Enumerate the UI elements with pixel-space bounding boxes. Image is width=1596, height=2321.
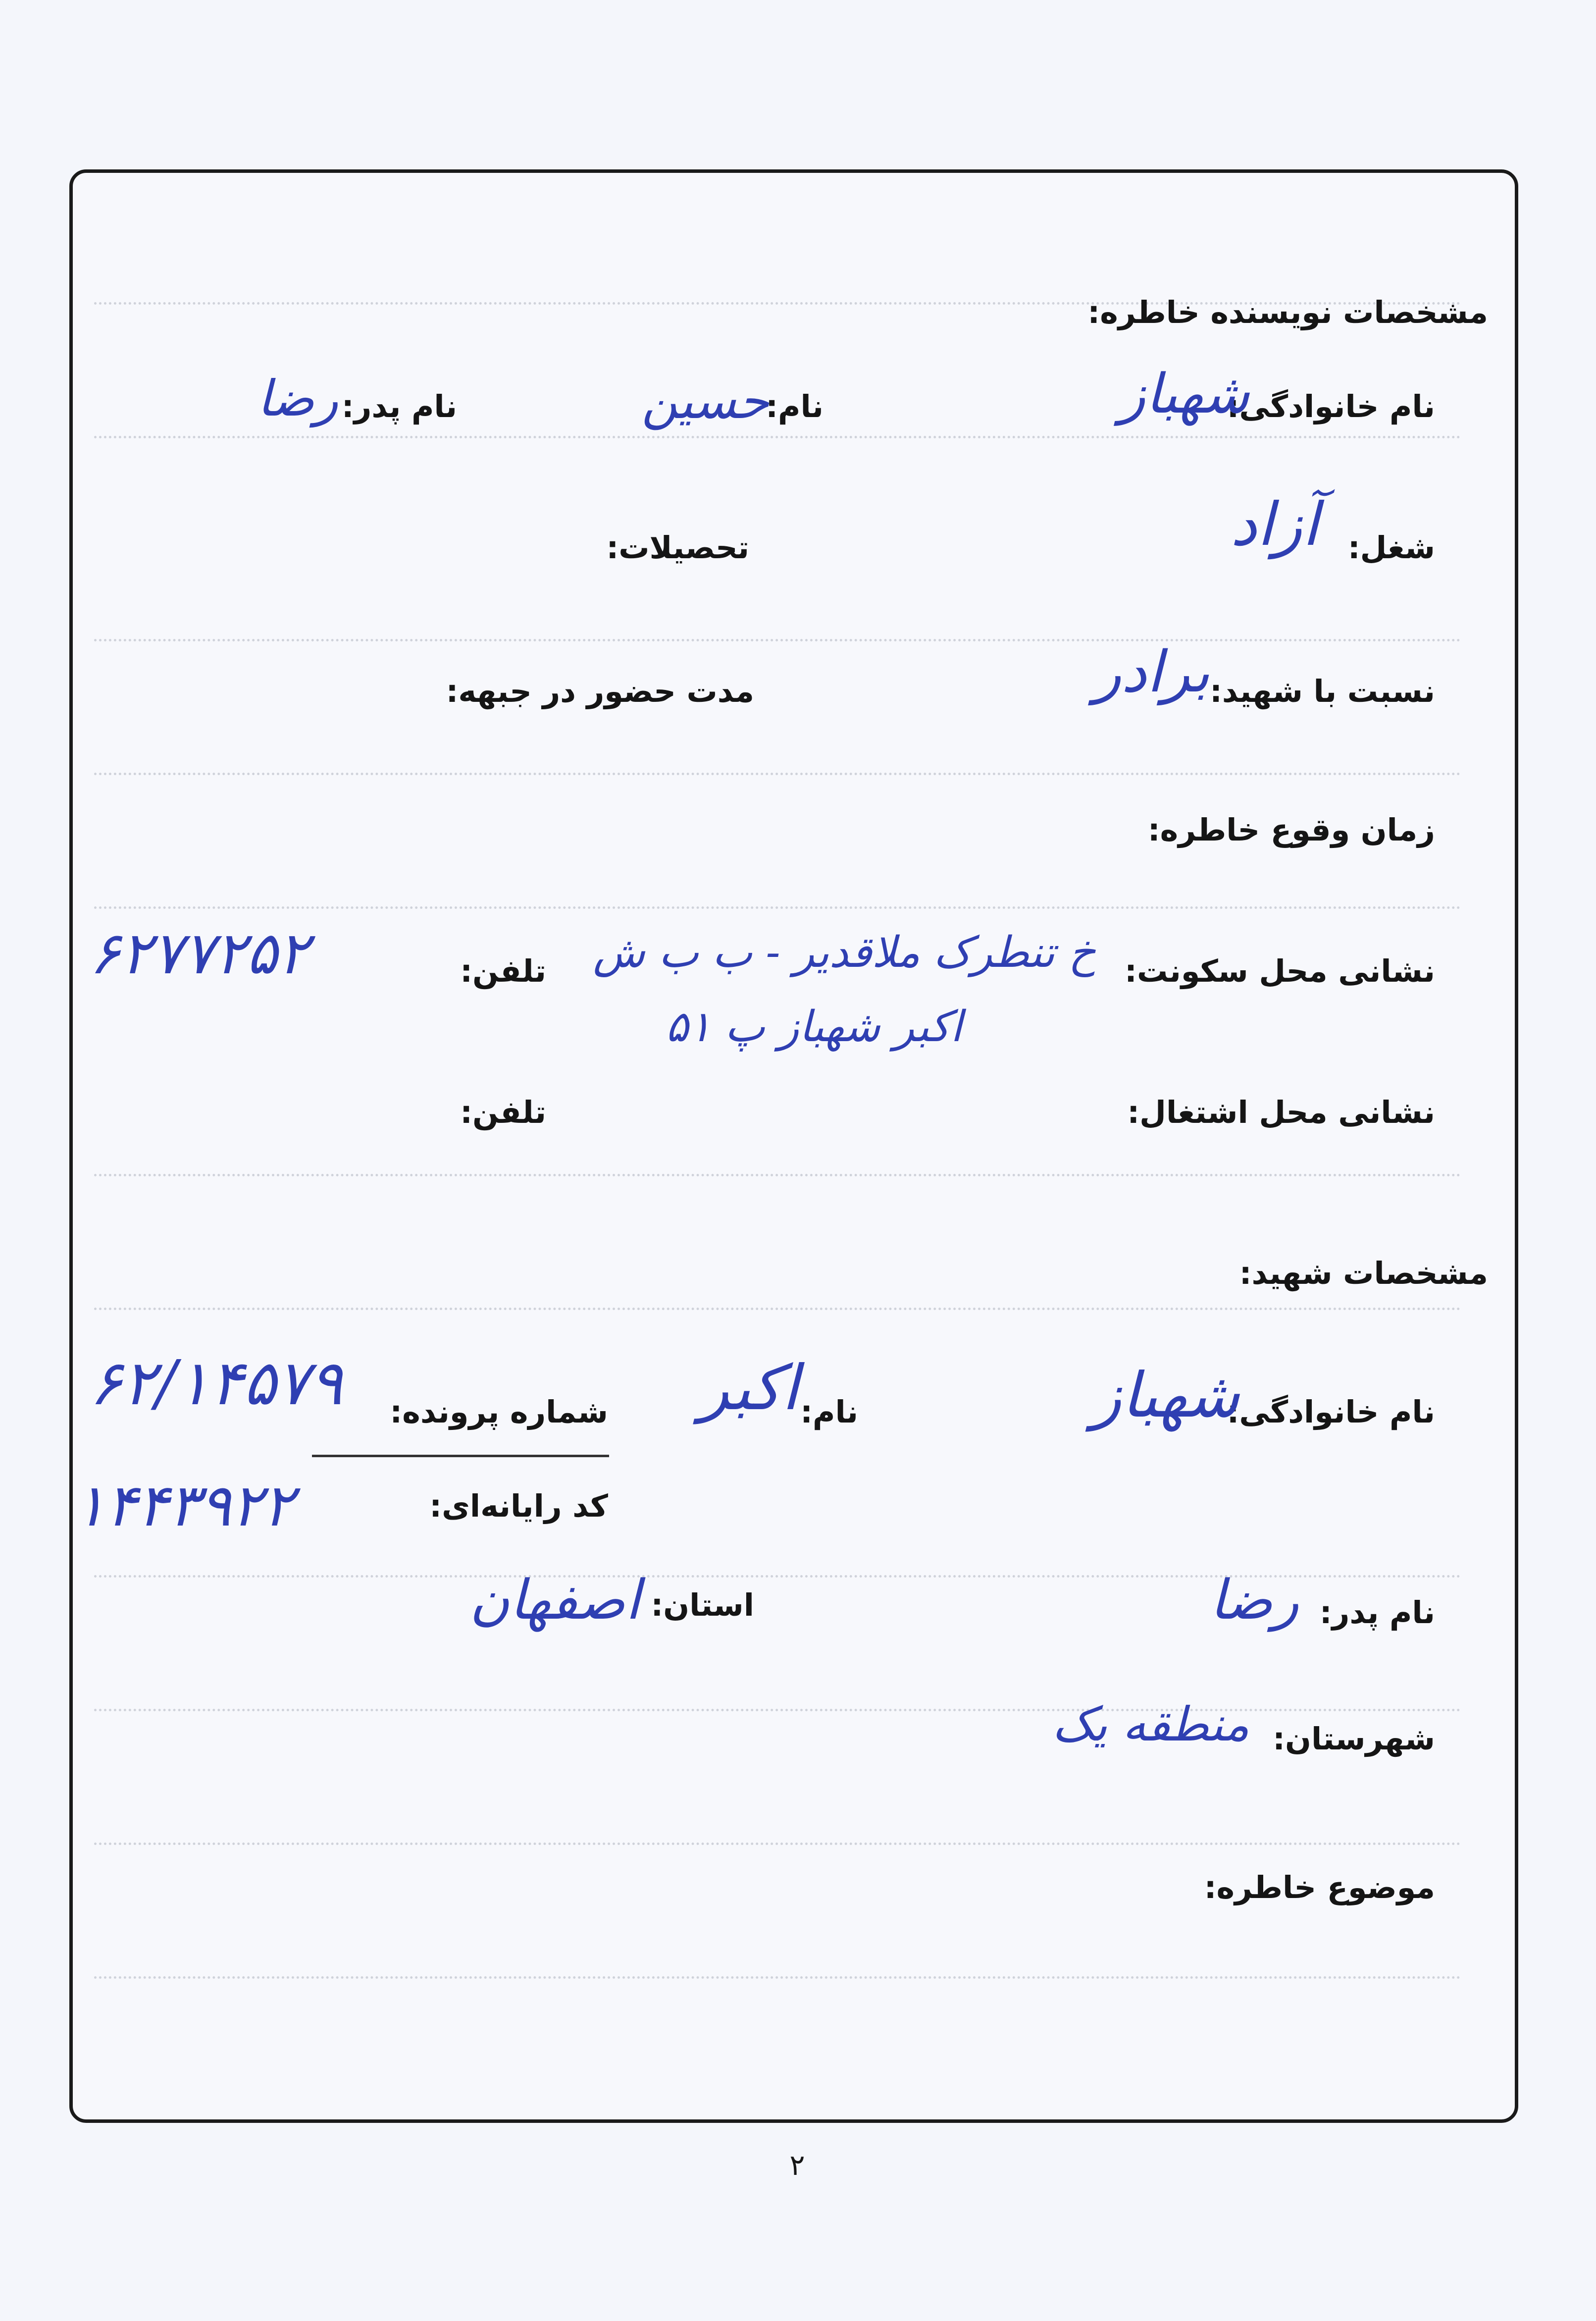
writer-education-label: تحصیلات: xyxy=(606,529,749,566)
martyr-file-label: شماره پرونده: xyxy=(390,1394,608,1430)
martyr-father-value: رضا xyxy=(1209,1568,1299,1632)
martyr-file-value: ۶۲/۱۴۵۷۹ xyxy=(89,1347,343,1419)
writer-relation-value: برادر xyxy=(1093,639,1210,705)
writer-heading: مشخصات نویسنده خاطره: xyxy=(1087,294,1488,330)
writer-name-value: حسین xyxy=(641,372,769,430)
writer-duration-label: مدت حضور در جبهه: xyxy=(446,673,754,709)
martyr-heading: مشخصات شهید: xyxy=(1239,1255,1488,1291)
writer-phone-label: تلفن: xyxy=(460,953,546,989)
writer-job-value: آزاد xyxy=(1230,490,1319,559)
writer-family-label: نام خانوادگی: xyxy=(1227,388,1435,424)
writer-address-value-line1: خ تنطرک ملاقدیر - ب ب ش xyxy=(593,928,1096,977)
ghost-rule xyxy=(94,639,1461,641)
writer-address-label: نشانی محل سکونت: xyxy=(1125,953,1435,989)
writer-address-value-line2: اکبر شهباز پ ۵۱ xyxy=(666,1002,962,1052)
writer-work-phone-label: تلفن: xyxy=(460,1094,546,1130)
martyr-province-value: اصفهان xyxy=(469,1568,640,1632)
writer-family-value: شهباز xyxy=(1119,362,1249,425)
ghost-rule xyxy=(94,1709,1461,1711)
ghost-rule xyxy=(94,436,1461,438)
martyr-city-value: منطقه یک xyxy=(1052,1697,1249,1752)
martyr-father-label: نام پدر: xyxy=(1319,1594,1435,1631)
writer-father-value: رضا xyxy=(257,369,338,427)
martyr-name-value: اکبر xyxy=(699,1352,799,1424)
martyr-name-label: نام: xyxy=(800,1394,858,1430)
martyr-family-value: شهباز xyxy=(1091,1360,1239,1431)
writer-father-label: نام پدر: xyxy=(341,388,457,424)
memory-topic-label: موضوع خاطره: xyxy=(1204,1869,1435,1905)
writer-work-address-label: نشانی محل اشتغال: xyxy=(1127,1094,1435,1130)
writer-job-label: شغل: xyxy=(1347,529,1435,566)
martyr-code-value: ۱۴۴۳۹۲۲ xyxy=(74,1471,294,1539)
page-number: ۲ xyxy=(789,2148,805,2182)
writer-phone-value: ۶۲۷۷۲۵۲ xyxy=(89,919,309,987)
writer-relation-label: نسبت با شهید: xyxy=(1210,673,1435,709)
file-code-separator xyxy=(312,1455,609,1457)
martyr-code-label: کد رایانه‌ای: xyxy=(429,1488,608,1524)
martyr-province-label: استان: xyxy=(651,1587,754,1623)
martyr-family-label: نام خانوادگی: xyxy=(1227,1394,1435,1430)
martyr-city-label: شهرستان: xyxy=(1273,1721,1435,1757)
ghost-rule xyxy=(94,1976,1461,1979)
form-frame xyxy=(69,169,1518,2123)
ghost-rule xyxy=(94,773,1461,775)
ghost-rule xyxy=(94,1308,1461,1310)
ghost-rule xyxy=(94,1843,1461,1845)
ghost-rule xyxy=(94,1174,1461,1176)
writer-when-label: زمان وقوع خاطره: xyxy=(1147,812,1435,848)
writer-name-label: نام: xyxy=(766,388,824,424)
ghost-rule xyxy=(94,906,1461,909)
